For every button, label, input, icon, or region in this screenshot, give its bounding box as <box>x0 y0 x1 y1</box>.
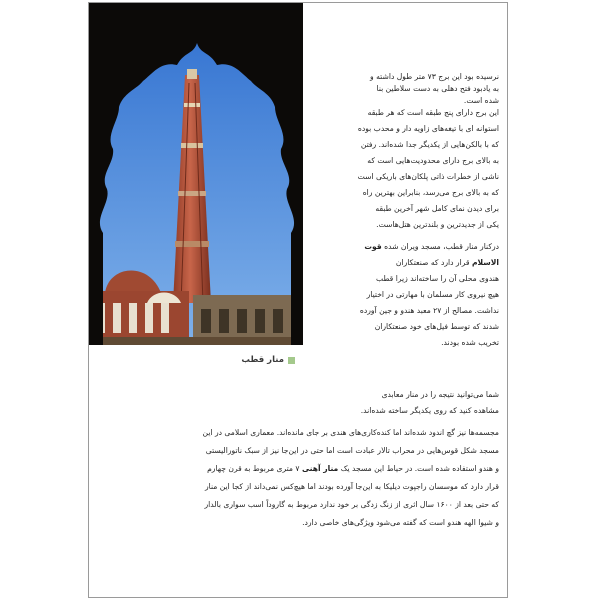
bold-term: منار آهنی <box>301 464 339 473</box>
text-line: هندوی محلی آن را ساخته‌اند زیرا قطب <box>376 274 499 283</box>
figure-caption <box>241 354 295 366</box>
text-run: و هندو استفاده شده است. در حیاط این مسجد یک <box>340 464 499 473</box>
text-line-with-bold <box>121 463 499 475</box>
qutb-minar-photo <box>89 3 303 345</box>
text-line: نرسیده بود این برج ۷۳ متر طول داشته و <box>370 72 499 81</box>
text-run: قرار دارد که صنعتکاران <box>395 258 472 267</box>
text-run: ۷ متری مربوط به قرن چهارم <box>207 464 302 473</box>
text-line: مجسمه‌ها نیز گچ اندود شده‌اند اما کنده‌کاری‌های هندی بر جای مانده‌اند. معماری اسلامی در این <box>202 428 499 437</box>
text-line: هیچ نیروی کار مسلمان با مهارتی در اختیار <box>366 290 499 299</box>
text-line: به بالای برج دارای محدودیت‌هایی است که <box>367 156 499 165</box>
qutb-minar-photo-icon <box>89 3 303 345</box>
book-page <box>88 2 508 598</box>
text-line-with-bold <box>309 241 499 253</box>
text-line: برای دیدن نمای کامل شهر آخرین طبقه <box>375 204 499 213</box>
text-line: که حتی بعد از ۱۶۰۰ سال اثری از زنگ زدگی بر خود ندارد مربوط به گاروداً اسب سواری بالدار <box>204 500 499 509</box>
text-line: مسجد شکل قوس‌هایی در محراب تالار عبادت است اما حتی در این‌جا نیز از سبک ناتورالیستی <box>205 446 499 455</box>
text-line: این برج دارای پنج طبقه است که هر طبقه <box>367 108 499 117</box>
caption-text: منار قطب <box>241 355 284 365</box>
text-line: تخریب شده بودند. <box>441 338 499 347</box>
text-line: یکی از جدیدترین و بلندترین هتل‌هاست. <box>376 220 499 229</box>
text-line: مشاهده کنید که روی یکدیگر ساخته شده‌اند. <box>360 406 499 415</box>
bold-term: قوت <box>364 242 382 251</box>
text-line: به یادبود فتح دهلی به دست سلاطین بنا <box>376 84 499 93</box>
text-line: که به بالای برج می‌رسد، بنابراین بهترین راه <box>362 188 499 197</box>
text-line: شدند که توسط فیل‌های خود صنعتکاران <box>374 322 499 331</box>
text-line: شده است. <box>463 96 499 105</box>
text-line: شما می‌توانید نتیجه را در منار معابدی <box>381 390 499 399</box>
text-line-with-bold <box>309 257 499 269</box>
caption-square-icon <box>288 357 295 364</box>
text-line: و شیوا الهه هندو است که گفته می‌شود ویژگی‌های خاصی دارد. <box>302 518 499 527</box>
text-line: قرار دارد که موسسان راجپوت دیلیکا به این‌جا آورده بودند اما هیچ‌کس نمی‌داند از کجا این منار <box>205 482 499 491</box>
text-run: درکنار منار قطب، مسجد ویران شده <box>384 242 499 251</box>
text-line: استوانه ای با تیغه‌های زاویه دار و محدب بوده <box>357 124 499 133</box>
bold-term: الاسلام <box>471 258 499 267</box>
text-line: نداشت. مصالح از ۲۷ معبد هندو و جین آورده <box>359 306 499 315</box>
text-line: که با بالکن‌هایی از یکدیگر جدا شده‌اند. رفتن <box>360 140 499 149</box>
text-line: ناشی از خطرات ذاتی پلکان‌های باریکی است <box>357 172 499 181</box>
